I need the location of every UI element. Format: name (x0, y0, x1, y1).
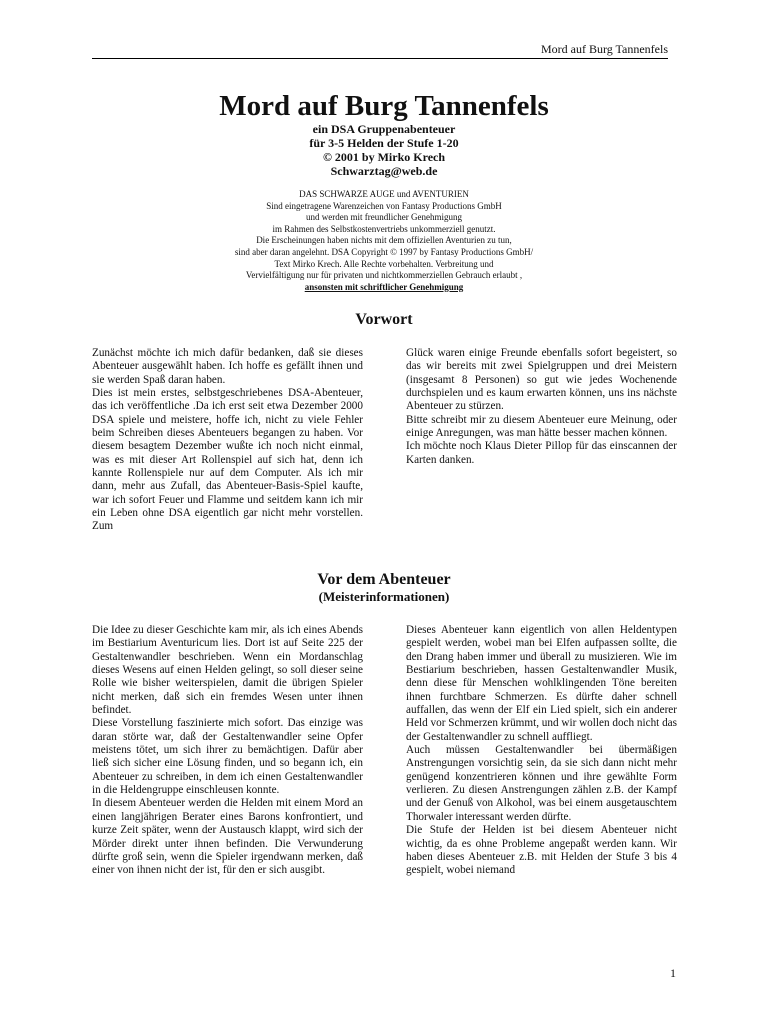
section-heading-vorwort: Vorwort (355, 311, 413, 328)
page-number: 1 (670, 966, 676, 980)
subtitle-line: für 3-5 Helden der Stufe 1-20 (309, 136, 459, 150)
running-header: Mord auf Burg Tannenfels (92, 42, 668, 59)
section-heading-vor-dem-abenteuer (92, 571, 676, 605)
paragraph: Dies ist mein erstes, selbstgeschriebenes DSA-Abenteuer, das ich veröffentliche .Da ich erst seit etwa Dezember 2000 DSA spiele und meistere, hoffe ich, nicht zu viele Fehler beim Schreiben dieses Abenteuers begangen zu haben. Vor diesem besagtem Dezember wußte ich noch nicht einmal, was es mit dieser Art Rollenspiel auf sich hat, denn ich kannte Rollenspiele nur auf dem Computer. Als ich mir dann, mehr aus Zufall, das Abenteuer-Basis-Spiel kaufte, war ich sofort Feuer und Flamme und seitdem kann ich mir ein Leben ohne DSA eigentlich gar nicht mehr vorstellen. Zum (92, 387, 363, 533)
paragraph: Auch müssen Gestaltenwandler bei übermäßigen Anstrengungen vorsichtig sein, da sie sich dann nicht mehr genügend konzentrieren können und ihre gewählte Form verlieren. Zu diesen Anstrengungen zählen z.B. der Kampf und der Genuß von Alkohol, was bei einem ausgetauschtem Thorwaler interessant werden dürfte. (406, 744, 677, 823)
legal-line: und werden mit freundlicher Genehmigung (306, 212, 462, 223)
vorwort-left-column (92, 347, 363, 534)
legal-underlined-line: ansonsten mit schriftlicher Genehmigung (304, 281, 464, 292)
legal-line: Sind eingetragene Warenzeichen von Fantasy Productions GmbH (266, 200, 502, 211)
legal-line: DAS SCHWARZE AUGE und AVENTURIEN (299, 189, 469, 199)
section-heading-text: Vor dem Abenteuer (317, 571, 451, 588)
vor-dem-abenteuer-right-column (406, 624, 677, 878)
paragraph: Bitte schreibt mir zu diesem Abenteuer eure Meinung, oder einige Anregungen, was man hätte besser machen können. (406, 413, 677, 440)
subtitle-line: ein DSA Gruppenabenteuer (312, 122, 456, 136)
vorwort-right-column (406, 347, 677, 467)
legal-notice (92, 189, 676, 293)
legal-line: Text Mirko Krech. Alle Rechte vorbehalten. Verbreitung und (274, 258, 494, 269)
paragraph: Diese Vorstellung faszinierte mich sofort. Das einzige was daran störte war, daß der Gestaltenwandler seine Opfer meistens tötet, um sich ihrer zu bemächtigen. Dafür aber ließ sich sicher eine Lösung finden, und so begann ich, ein Abenteuer zu schreiben, in dem ich einen Gestaltenwandler in die Heldengruppe einschleusen konnte. (92, 717, 363, 797)
paragraph: In diesem Abenteuer werden die Helden mit einem Mord an einen langjährigen Berater eines Barons konfrontiert, und kurze Zeit später, wenn der Austausch klappt, wird sich der Mörder direkt unter ihnen befinden. Die Verwunderung dürfte groß sein, wenn die Spieler irgendwann merken, daß einer von ihnen nicht der ist, für den er sich ausgibt. (92, 797, 363, 877)
document-title: Mord auf Burg Tannenfels (219, 90, 549, 122)
copyright-line: © 2001 by Mirko Krech (322, 150, 446, 164)
paragraph: Dieses Abenteuer kann eigentlich von allen Heldentypen gespielt werden, wobei man bei Elfen aufpassen sollte, die den Drang haben immer und überall zu musizieren. Wie im Bestiarium beschrieben, hassen Gestaltenwandler Musik, denn diese für Menschen wohlklingenden Töne bereiten ihnen furchtbare Schmerzen. Es dürfte daher schnell auffallen, das wenn der Elf ein Lied spielt, sich ein anderer Held vor Schmerzen krümmt, und wir wollen doch nicht das der Gestaltenwandler zu schnell auffliegt. (406, 624, 677, 743)
author-email: Schwarztag@web.de (330, 164, 438, 178)
paragraph: Ich möchte noch Klaus Dieter Pillop für das einscannen der Karten danken. (406, 440, 677, 466)
paragraph: Glück waren einige Freunde ebenfalls sofort begeistert, so das wir bereits mit zwei Spielgruppen und drei Meistern (insgesamt 8 Personen) so gut wie jedes Wochenende durchspielen und es kaum erwarten können, uns ins nächste Abenteuer zu stürzen. (406, 347, 677, 413)
legal-line: Die Erscheinungen haben nichts mit dem offiziellen Aventurien zu tun, (256, 235, 512, 246)
paragraph: Die Stufe der Helden ist bei diesem Abenteuer nicht wichtig, da es ohne Probleme angepaßt werden kann. Wir haben dieses Abenteuer z.B. mit Helden der Stufe 3 bis 4 gespielt, wobei niemand (406, 824, 677, 877)
vor-dem-abenteuer-left-column (92, 624, 363, 878)
title-block (92, 90, 676, 178)
legal-line: sind aber daran angelehnt. DSA Copyright © 1997 by Fantasy Productions GmbH/ (234, 246, 534, 257)
legal-line: Vervielfältigung nur für privaten und nichtkommerziellen Gebrauch erlaubt , (245, 270, 523, 281)
paragraph: Die Idee zu dieser Geschichte kam mir, als ich eines Abends im Bestiarium Aventuricum lies. Dort ist auf Seite 225 der Gestaltenwandler beschrieben. Wenn ein Mordanschlag dieses Wesens auf einen Helden gelingt, so soll dieser seine Rolle wie bisher weiterspielen, damit die übrigen Spieler nicht merken, daß sich ein fremdes Wesen unter ihnen befindet. (92, 624, 363, 717)
section-subheading: (Meisterinformationen) (318, 589, 450, 604)
paragraph: Zunächst möchte ich mich dafür bedanken, daß sie dieses Abenteuer ausgewählt haben. Ich hoffe es gefällt ihnen und sie werden Spaß daran haben. (92, 347, 363, 386)
legal-line: im Rahmen des Selbstkostenvertriebs unkommerziell genutzt. (272, 223, 496, 234)
